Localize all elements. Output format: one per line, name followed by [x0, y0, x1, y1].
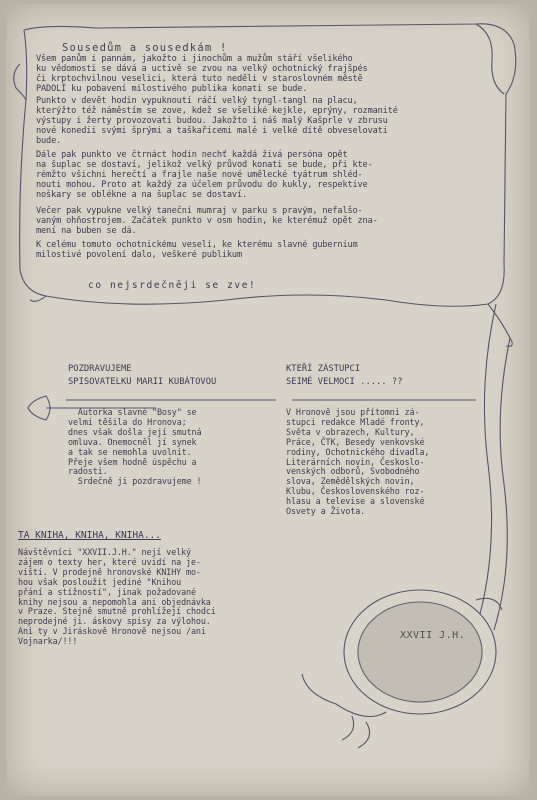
right-heading-line-2: SEIMÉ VELMOCI ..... ??	[286, 377, 403, 387]
right-column-text: V Hronově jsou přítomni zá- stupci redakce Mladé fronty, Světa v obrazech, Kultury, Práce, ČTK, Besedy venkovské rodiny, Ochotnického divadla, Literárních novin, Českoslo- venských odborů, Svobodného slova, Zemědělských novin, Klubu, Československého roz- hlasu a televise a slovenské Osvety a Života.	[286, 407, 430, 517]
greeting-closing: co nejsrdečněji se zve!	[88, 280, 257, 291]
book-section-heading: TA KNIHA, KNIHA, KNIHA...	[18, 530, 161, 541]
greeting-paragraph-1: Všem panům i pannám, jakožto i jinochům a mužům stáří všelikého ku vědomosti se dává a uctivě se zvou na velký ochotnický frajšpés či krptochvilnou veselici, která tuto neděli v staroslovném městě PADOLÍ ku pobavení milostivého publika konati se bude.	[36, 54, 368, 94]
right-heading-line-1: KTEŘÍ ZÁSTUPCI	[286, 364, 361, 374]
newsletter-page	[6, 4, 530, 796]
greeting-paragraph-3: Dále pak punkto ve čtrnáct hodin nechť každá živá persóna opět na šuplac se dostaví, jelikož velký průvod konati se bude, při kte- rémžto všichni herečtí a frajle naše nové umělecké tyátrum shléd- nouti mohou. Proto at každý za účelem průvodu do kukly, respektive noškary se obléknе a na šuplac se dostaví.	[36, 150, 373, 200]
left-column-text: Autorka slavné "Bosy" se velmi těšila do Hronova; dnes však došla její smutná omluva. Onemocněl jí synek a tak se nemohla uvolnit. Přeje všem hodně úspěchu a radosti. Srdečně ji pozdravujeme !	[68, 407, 202, 487]
left-heading-line-2: SPISOVATELKU MARII KUBÁTOVOU	[68, 377, 217, 387]
greeting-paragraph-4: Večer pak vypukne velký taneční mumraj v parku s pravým, nefalšo- vaným ohňostrojem. Začátek punkto v osm hodin, ke kterémuž opět zna- mení na buben se dá.	[36, 206, 378, 236]
book-section-text: Návštěvníci "XXVII.J.H." nejí velký zájem o texty her, které uvidí na je- višti. V prodejně hronovské KNIHY mo- hou však posloužit jediné "Knihou přání a stížností", jinak požadované knihy nejsou a nepomohla ani objednávka v Praze. Stejně smutně prohlížejí chodci neprodejné ji. áskovy spisy za výlohou. Ani ty v Jiráskově Hronově nejsou /ani Vojnarka/!!!	[18, 547, 216, 647]
greeting-paragraph-5: K celému tomuto ochotnickému veselí, ke kterému slavné gubernium milostivé povolení dalo, veškeré publikum	[36, 240, 358, 260]
greeting-paragraph-2: Punkto v devět hodin vypuknouti ráčí velký tyngl-tangl na placu, kterýžto též náměstím se zove, kdež se všeliké kejkle, eprýny, rozmanité výstupy i žerty provozovati budou. Jakožto i náš malý Kašprle v zbrusu nové konedii svými šprými a taškařicemi malé i velké dítě obveselovati bude.	[36, 96, 398, 146]
left-heading-line-1: POZDRAVUJEME	[68, 364, 132, 374]
festival-seal-label: XXVII J.H.	[400, 630, 466, 641]
greeting-title: Sousedům a sousedkám !	[62, 42, 228, 54]
